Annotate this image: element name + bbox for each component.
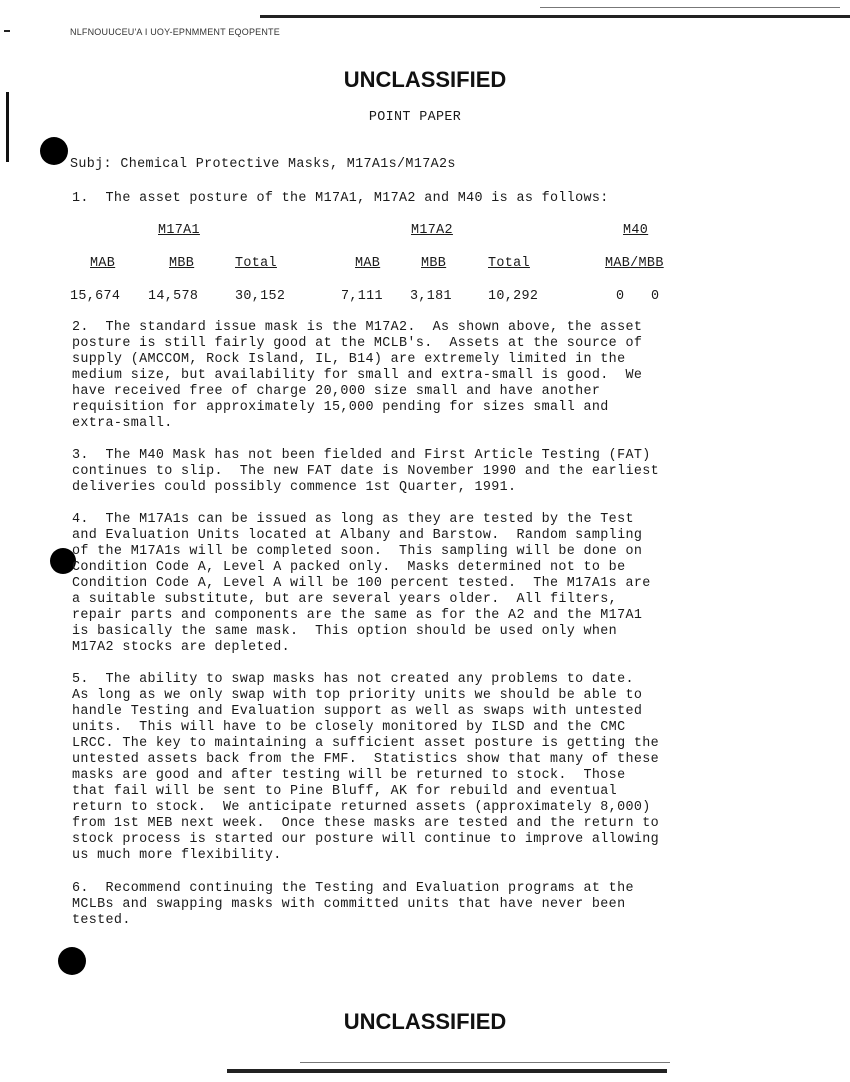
classification-marking-bottom: UNCLASSIFIED — [343, 1009, 507, 1034]
paragraph-5: 5. The ability to swap masks has not created any problems to date. As long as we only swap with top priority units we should be able to handle Testing and Evaluation support as well as swaps with untested units. This will have to be closely monitored by ILSD and the CMC LRCC. The key to maintaining a sufficient asset posture is getting the untested assets back from the FMF. Statistics show that many of these masks are good and after testing will be returned to stock. Those that fail will be sent to Pine Bluff, AK for rebuild and eventual return to stock. We anticipate returned assets (approximately 8,000) from 1st MEB next week. Once these masks are tested and the return to stock process is started our posture will continue to improve allowing us much more flexibility. — [72, 672, 659, 863]
subject-line: Subj: Chemical Protective Masks, M17A1s/M17A2s — [70, 157, 456, 172]
top-scan-rule — [260, 15, 850, 18]
bottom-scan-rule — [227, 1069, 667, 1073]
table-cell: 0 — [616, 289, 625, 304]
column-header: MAB — [355, 256, 381, 271]
column-header: MAB/MBB — [605, 256, 664, 271]
table-cell: 7,111 — [341, 289, 383, 304]
top-scan-rule-thin — [540, 7, 840, 8]
column-header: Total — [488, 256, 530, 271]
table-cell: 10,292 — [488, 289, 539, 304]
bottom-scan-rule-thin — [300, 1062, 670, 1063]
column-header: MAB — [90, 256, 116, 271]
paragraph-2: 2. The standard issue mask is the M17A2. As shown above, the asset posture is still fairly good at the MCLB's. Assets at the source of supply (AMCCOM, Rock Island, IL, B14) are extremely limited in the medium size, but availability for small and extra-small is good. We have received free of charge 20,000 size small and have another requisition for approximately 15,000 pending for sizes small and extra-small. — [72, 320, 643, 431]
group-label-m17a1: M17A1 — [158, 223, 200, 238]
punch-hole-bottom — [58, 947, 86, 975]
table-cell: 0 — [651, 289, 660, 304]
table-cell: 3,181 — [410, 289, 452, 304]
left-margin-bar — [6, 92, 9, 162]
group-label-m40: M40 — [623, 223, 649, 238]
paragraph-6: 6. Recommend continuing the Testing and Evaluation programs at the MCLBs and swapping masks with committed units that have never been tested. — [72, 881, 634, 928]
classification-marking-top: UNCLASSIFIED — [343, 67, 507, 92]
punch-hole-top — [40, 137, 68, 165]
table-cell: 15,674 — [70, 289, 121, 304]
column-header: MBB — [421, 256, 447, 271]
document-title: POINT PAPER — [368, 110, 462, 125]
column-header: MBB — [169, 256, 195, 271]
paragraph-1: 1. The asset posture of the M17A1, M17A2 and M40 is as follows: — [72, 191, 609, 206]
paragraph-4: 4. The M17A1s can be issued as long as they are tested by the Test and Evaluation Units located at Albany and Barstow. Random sampling of the M17A1s will be completed soon. This sampling will be done on Condition Code A, Level A packed only. Masks determined not to be Condition Code A, Level A will be 100 percent tested. The M17A1s are a suitable substitute, but are several years older. All filters, repair parts and components are the same as for the A2 and the M17A1 is basically the same mask. This option should be used only when M17A2 stocks are depleted. — [72, 512, 651, 655]
table-cell: 14,578 — [148, 289, 199, 304]
left-margin-mark — [4, 30, 10, 32]
group-label-m17a2: M17A2 — [411, 223, 453, 238]
paragraph-3: 3. The M40 Mask has not been fielded and First Article Testing (FAT) continues to slip. The new FAT date is November 1990 and the earliest deliveries could possibly commence 1st Quarter, 1991. — [72, 448, 659, 495]
fax-header-line: NLFNOUUCEU'A I UOY-EPNMMENT EQOPENTE — [70, 27, 280, 37]
table-cell: 30,152 — [235, 289, 286, 304]
column-header: Total — [235, 256, 277, 271]
